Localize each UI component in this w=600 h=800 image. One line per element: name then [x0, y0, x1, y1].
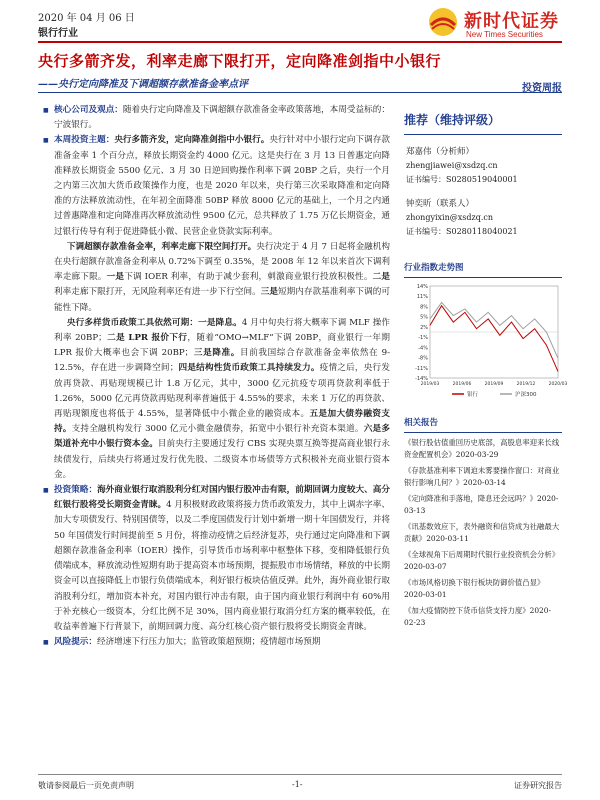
main-body: [54, 103, 390, 650]
paragraph-core-views: ■ 核心公司及观点：随着央行定向降准及下调超额存款准备金率政策落地，本周受益标的：宁波银行。: [54, 103, 390, 133]
analyst-1: [404, 145, 562, 187]
sidebar: [404, 103, 568, 633]
related-report-item[interactable]: [404, 605, 562, 628]
legend-label: 沪深300: [515, 392, 537, 398]
paragraph-ioer: 下调超额存款准备金率，利率走廊下限空间打开。央行决定于 4 月 7 日起将金融机构在央行超额存款准备金利率从 0.72%下调至 0.35%，是 2008 年 12 年以来首次下调利率走廊下限。一是下调 IOER 利率，有助于减少套利，刺激商业银行投放积极性。二是利率走廊下限打开，无风险利率还有进一步下行空间。三是短期内存款基准利率下调的可能性下降。: [54, 241, 390, 313]
related-report-title: 《定向降准和手落地，降息还会远吗？》: [404, 494, 538, 503]
x-tick-label: 2019/03: [420, 382, 440, 387]
related-rule: [404, 432, 562, 433]
footer-rule: [38, 774, 562, 775]
y-tick-label: -1%: [418, 335, 428, 342]
related-report-title: 《加大疫情防控下货币信贷支持力度》: [404, 606, 530, 615]
related-report-date: 2020-03-07: [404, 561, 447, 571]
y-tick-label: -8%: [418, 355, 428, 362]
footer-report-type: 证券研究报告: [514, 781, 562, 790]
legend-label: 银行: [467, 392, 479, 398]
related-report-item[interactable]: [404, 437, 562, 460]
logo-english-name: New Times Securities: [466, 30, 543, 39]
related-report-date: 2020-03-14: [463, 477, 506, 487]
related-report-item[interactable]: [404, 465, 562, 488]
y-tick-label: 8%: [420, 304, 428, 311]
report-title: 央行多箭齐发，利率走廊下限打开，定向降准剑指中小银行: [38, 52, 442, 70]
related-report-date: 2020-03-29: [455, 449, 499, 459]
analyst-2-name: 钟奕昕（联系人）: [406, 199, 475, 209]
related-report-item[interactable]: [404, 493, 562, 516]
page-number: -1-: [292, 780, 303, 789]
subtitle-rule: [38, 92, 562, 93]
y-tick-label: -4%: [418, 345, 428, 352]
x-tick-label: 2019/06: [452, 382, 472, 387]
y-tick-label: 5%: [420, 314, 428, 321]
related-report-item[interactable]: [404, 577, 562, 600]
analyst-1-name: 郑嘉伟（分析师）: [406, 147, 475, 157]
related-reports-list: [404, 437, 562, 628]
y-tick-label: -14%: [415, 376, 428, 382]
related-reports-title: 相关报告: [404, 418, 439, 428]
related-report-item[interactable]: [404, 549, 562, 572]
logo-chinese-name: 新时代证券: [464, 11, 559, 32]
chart-title: 行业指数走势图: [404, 263, 464, 273]
related-report-title: 《讯基数效应下，表外融资和信贷成为社融最大贡献》: [404, 522, 560, 543]
related-report-date: 2020-03-11: [426, 533, 469, 543]
x-tick-label: 2019/09: [484, 382, 504, 387]
footer-disclaimer: 敬请参阅最后一页免责声明: [38, 781, 134, 790]
y-tick-label: -11%: [415, 365, 428, 372]
related-report-title: 《市场风格切换下银行板块防御价值凸显》: [404, 578, 545, 587]
report-date: 2020 年 04 月 06 日: [38, 13, 135, 24]
related-report-title: 《全球视角下后周期时代银行业投资机会分析》: [404, 550, 560, 559]
related-report-item[interactable]: [404, 521, 562, 544]
paragraph-weekly-theme: ■ 本周投资主题：央行多箭齐发，定向降准剑指中小银行。央行针对中小银行定向下调存款准备金率 1 个百分点，释放长期资金约 4000 亿元。这是央行在 3 月 13 日普惠定向降准释放长期资金 5500 亿元、3 月 30 日逆回购操作利率下调 20BP 之后，央行一个月之内第三次加大货币政策操作力度，也是 2020 年以来，央行第三次采取降准和定向降准的方法释放流动性，在年初全面降准 50BP 释放 8000 亿元的基础上，一个月之内通过普惠降准和定向降准再次释放流动性 9500 亿元，总共释放了 1.75 万亿长期资金，通过银行传导有利于促进降低小微、民营企业贷款实际利率。: [54, 133, 390, 239]
related-report-title: 《存款基准利率下调迫未雾要操作窗口：对商业银行影响几何？》: [404, 466, 560, 487]
related-report-date: 2020-03-01: [404, 589, 447, 599]
report-subtitle: ——央行定向降准及下调超额存款准备金率点评: [38, 79, 248, 90]
analyst-2: [404, 197, 562, 239]
paragraph-risk: ■ 风险提示：经济增速下行压力加大；监管政策超预期；疫情超市场预期: [54, 635, 390, 650]
x-tick-label: 2019/12: [516, 382, 536, 387]
paragraph-investment-strategy: ■ 投资策略：海外商业银行取消股利分红对国内银行股冲击有限，前期回调力度较大、高分红银行股将受长期资金青睐。4 月积极财政政策将接力货币政策发力，其中上调赤字率、加大专项债发行、特别国债等，以及二季度国债发行计划中新增一期十年国债发行，并将 50 年国债发行时间提前至 5 月份，将推动疫情之后经济复苏，央行通过定向降准和下调超额存款准备金利率（IOER）操作，引导货币市场利率中枢整体下移，变相降低银行负债端成本，释放流动性短期有助于提高资本市场预期，提振股市市场情绪，释放的中长期资金可以直接降低上市银行负债端成本，利好银行板块估值反弹。此外，海外商业银行取消股利分红，增加资本补充，对国内银行冲击有限，由于国内商业银行利润中有 60%用于补充核心一级资本，分红比例不足 30%，国内商业银行取消分红方案的概率较低，在收益率普遍下行背景下，前期回调力度、高分红核心资产银行股将受长期资金青睐。: [54, 483, 390, 635]
analyst-1-email[interactable]: zhengjiawei@xsdzq.cn: [406, 161, 498, 170]
related-report-date: 2020-03-13: [404, 494, 559, 515]
company-logo: [428, 5, 578, 41]
industry-label: 银行行业: [38, 28, 78, 39]
report-type: 投资周报: [522, 83, 562, 94]
series-line-银行: [430, 306, 558, 372]
analyst-2-cert: 证书编号：S0280118040021: [406, 227, 518, 236]
related-report-date: 2020-02-23: [404, 606, 551, 627]
industry-index-chart: [404, 282, 568, 402]
series-line-沪深300: [430, 302, 558, 358]
y-tick-label: 14%: [416, 284, 428, 290]
analyst-2-email[interactable]: zhongyixin@xsdzq.cn: [406, 213, 494, 222]
analyst-1-cert: 证书编号：S0280519040001: [406, 175, 518, 184]
y-tick-label: 11%: [416, 294, 428, 301]
x-tick-label: 2020/03: [548, 382, 568, 387]
logo-mark-icon: [428, 7, 458, 37]
chart-rule: [404, 277, 562, 278]
rating-rule: [404, 134, 562, 135]
paragraph-policy-tools: 央行多样货币政策工具依然可期：一是降息。4 月中旬央行将大概率下调 MLF 操作利率 20BP；二是 LPR 报价下行，随着“OMO→MLF”下调 20BP，商业银行一年期 LPR 报价大概率也会下调 20BP；三是降准。目前我国综合存款准备金率依然在 9-12.5%，存在进一步调降空间；四是结构性货币政策工具持续发力。疫情之后，央行发放再贷款、再贴现规模已计 1.8 万亿元，其中，3000 亿元抗疫专项再贷款利率低于 1.26%，5000 亿元再贷款再贴现利率普遍低于 4.55%的要求，未来 1 万亿的再贷款、再贴现额度也将低于 4.55%，显著降低中小微企业的融资成本。五是加大债券融资支持。支持全融机构发行 3000 亿元小微金融债券，拓宽中小银行补充资本渠道。六是多渠道补充中小银行资本金。目前央行主要通过发行 CBS 实现央票互换等提高商业银行永续债发行，后续央行将通过发行优先股、二级资本市场债等方式积极补充商业银行资本金。: [54, 317, 390, 480]
header-rule: [38, 41, 562, 43]
related-report-title: 《银行股估值重回历史底部，高股息率迎来长线资金配置机会》: [404, 438, 560, 459]
y-tick-label: 2%: [420, 324, 428, 331]
rating: 推荐（维持评级）: [404, 113, 501, 127]
